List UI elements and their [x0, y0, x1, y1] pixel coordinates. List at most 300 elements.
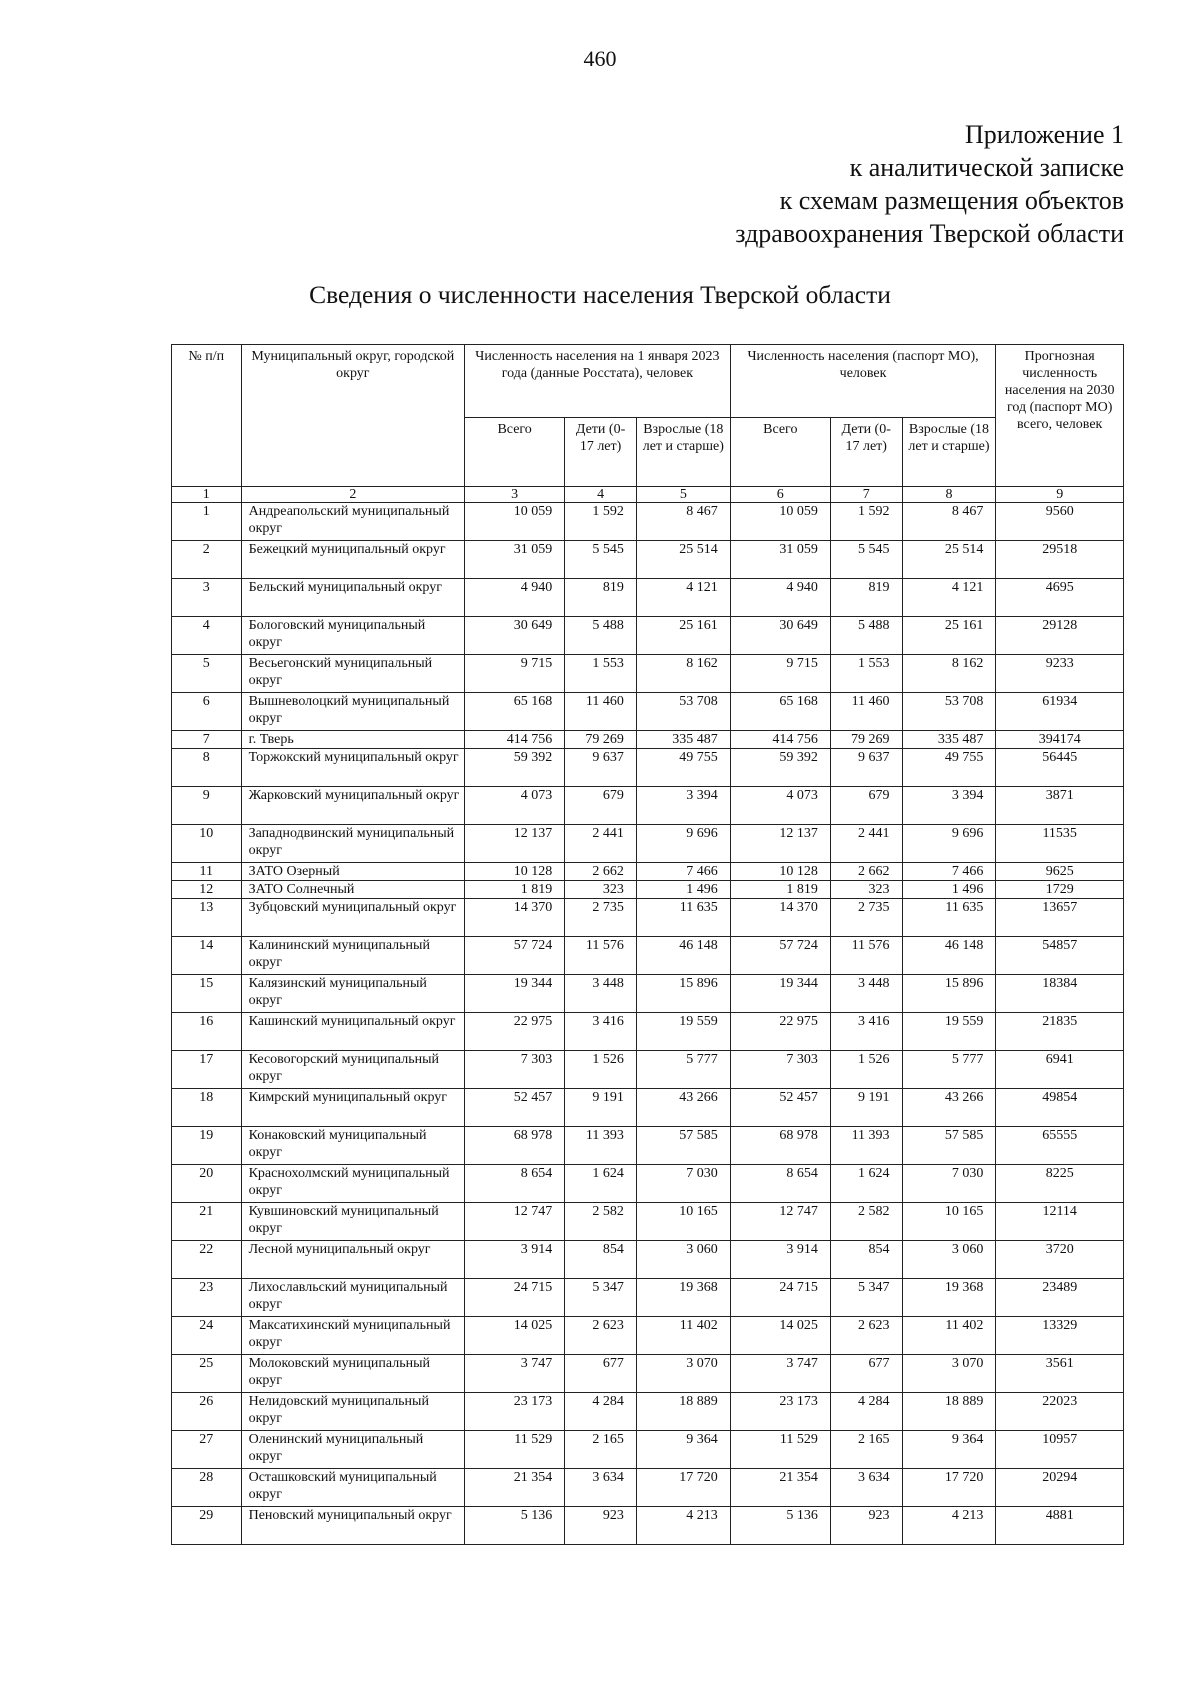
- forecast-2030: 3561: [996, 1355, 1124, 1393]
- rosstat-adults: 10 165: [636, 1203, 730, 1241]
- population-table: [171, 344, 1124, 1545]
- table-row: [172, 1355, 1124, 1393]
- rosstat-children: 2 662: [565, 863, 637, 881]
- forecast-2030: 1729: [996, 881, 1124, 899]
- passport-adults: 25 161: [902, 617, 996, 655]
- district-name: Калязинский муниципальный округ: [241, 975, 465, 1013]
- rosstat-total: 10 128: [465, 863, 565, 881]
- passport-adults: 15 896: [902, 975, 996, 1013]
- rosstat-children: 677: [565, 1355, 637, 1393]
- row-number: 13: [172, 899, 242, 937]
- passport-adults: 7 030: [902, 1165, 996, 1203]
- rosstat-total: 3 747: [465, 1355, 565, 1393]
- rosstat-adults: 3 394: [636, 787, 730, 825]
- passport-adults: 5 777: [902, 1051, 996, 1089]
- table-row: [172, 617, 1124, 655]
- passport-total: 30 649: [730, 617, 830, 655]
- table-body: [172, 345, 1124, 1545]
- rosstat-adults: 19 368: [636, 1279, 730, 1317]
- rosstat-total: 24 715: [465, 1279, 565, 1317]
- forecast-2030: 8225: [996, 1165, 1124, 1203]
- passport-children: 2 662: [830, 863, 902, 881]
- rosstat-adults: 11 635: [636, 899, 730, 937]
- rosstat-adults: 18 889: [636, 1393, 730, 1431]
- passport-total: 3 914: [730, 1241, 830, 1279]
- passport-adults: 17 720: [902, 1469, 996, 1507]
- rosstat-adults: 19 559: [636, 1013, 730, 1051]
- rosstat-children: 2 165: [565, 1431, 637, 1469]
- passport-adults: 11 402: [902, 1317, 996, 1355]
- passport-total: 12 137: [730, 825, 830, 863]
- forecast-2030: 6941: [996, 1051, 1124, 1089]
- forecast-2030: 9625: [996, 863, 1124, 881]
- rosstat-children: 1 526: [565, 1051, 637, 1089]
- column-number: 5: [636, 487, 730, 503]
- rosstat-total: 52 457: [465, 1089, 565, 1127]
- passport-children: 11 393: [830, 1127, 902, 1165]
- row-number: 23: [172, 1279, 242, 1317]
- rosstat-children: 5 488: [565, 617, 637, 655]
- passport-children: 4 284: [830, 1393, 902, 1431]
- passport-children: 1 592: [830, 503, 902, 541]
- passport-total: 22 975: [730, 1013, 830, 1051]
- header-total-passport: Всего: [730, 418, 830, 487]
- district-name: Бежецкий муниципальный округ: [241, 541, 465, 579]
- rosstat-children: 1 624: [565, 1165, 637, 1203]
- row-number: 5: [172, 655, 242, 693]
- forecast-2030: 29518: [996, 541, 1124, 579]
- row-number: 27: [172, 1431, 242, 1469]
- rosstat-total: 14 025: [465, 1317, 565, 1355]
- row-number: 21: [172, 1203, 242, 1241]
- passport-adults: 57 585: [902, 1127, 996, 1165]
- row-number: 2: [172, 541, 242, 579]
- passport-children: 79 269: [830, 731, 902, 749]
- column-number: 8: [902, 487, 996, 503]
- table-row: [172, 1241, 1124, 1279]
- district-name: Западнодвинский муниципальный округ: [241, 825, 465, 863]
- rosstat-total: 11 529: [465, 1431, 565, 1469]
- table-row: [172, 899, 1124, 937]
- district-name: Краснохолмский муниципальный округ: [241, 1165, 465, 1203]
- forecast-2030: 20294: [996, 1469, 1124, 1507]
- header-adults-rosstat: Взрослые (18 лет и старше): [636, 418, 730, 487]
- passport-total: 52 457: [730, 1089, 830, 1127]
- forecast-2030: 394174: [996, 731, 1124, 749]
- forecast-2030: 3871: [996, 787, 1124, 825]
- row-number: 28: [172, 1469, 242, 1507]
- passport-adults: 19 368: [902, 1279, 996, 1317]
- rosstat-total: 414 756: [465, 731, 565, 749]
- appendix-line: к схемам размещения объектов: [779, 186, 1124, 215]
- table-row: [172, 1507, 1124, 1545]
- passport-children: 923: [830, 1507, 902, 1545]
- table-row: [172, 655, 1124, 693]
- rosstat-children: 2 623: [565, 1317, 637, 1355]
- forecast-2030: 12114: [996, 1203, 1124, 1241]
- row-number: 29: [172, 1507, 242, 1545]
- row-number: 25: [172, 1355, 242, 1393]
- district-name: г. Тверь: [241, 731, 465, 749]
- column-number: 3: [465, 487, 565, 503]
- passport-children: 5 545: [830, 541, 902, 579]
- forecast-2030: 54857: [996, 937, 1124, 975]
- passport-children: 11 460: [830, 693, 902, 731]
- passport-adults: 19 559: [902, 1013, 996, 1051]
- passport-total: 57 724: [730, 937, 830, 975]
- rosstat-adults: 3 070: [636, 1355, 730, 1393]
- district-name: Бологовский муниципальный округ: [241, 617, 465, 655]
- passport-adults: 4 213: [902, 1507, 996, 1545]
- passport-children: 9 191: [830, 1089, 902, 1127]
- rosstat-children: 1 592: [565, 503, 637, 541]
- rosstat-adults: 7 466: [636, 863, 730, 881]
- column-number: 4: [565, 487, 637, 503]
- rosstat-total: 9 715: [465, 655, 565, 693]
- passport-children: 3 416: [830, 1013, 902, 1051]
- rosstat-children: 3 634: [565, 1469, 637, 1507]
- rosstat-children: 1 553: [565, 655, 637, 693]
- table-row: [172, 1469, 1124, 1507]
- column-number: 7: [830, 487, 902, 503]
- rosstat-total: 12 137: [465, 825, 565, 863]
- rosstat-children: 11 393: [565, 1127, 637, 1165]
- forecast-2030: 56445: [996, 749, 1124, 787]
- header-adults-passport: Взрослые (18 лет и старше): [902, 418, 996, 487]
- table-row: [172, 503, 1124, 541]
- document-title: Сведения о численности населения Тверской области: [309, 280, 891, 309]
- rosstat-children: 2 441: [565, 825, 637, 863]
- forecast-2030: 9560: [996, 503, 1124, 541]
- table-row: [172, 1393, 1124, 1431]
- rosstat-total: 65 168: [465, 693, 565, 731]
- forecast-2030: 10957: [996, 1431, 1124, 1469]
- passport-children: 2 441: [830, 825, 902, 863]
- rosstat-adults: 9 364: [636, 1431, 730, 1469]
- table-row: [172, 1431, 1124, 1469]
- rosstat-adults: 25 161: [636, 617, 730, 655]
- passport-children: 5 347: [830, 1279, 902, 1317]
- row-number: 11: [172, 863, 242, 881]
- passport-children: 9 637: [830, 749, 902, 787]
- table-row: [172, 881, 1124, 899]
- header-row: [172, 345, 1124, 418]
- passport-adults: 335 487: [902, 731, 996, 749]
- rosstat-children: 923: [565, 1507, 637, 1545]
- header-passport: Численность населения (паспорт МО), человек: [730, 345, 996, 418]
- district-name: Андреапольский муниципальный округ: [241, 503, 465, 541]
- forecast-2030: 61934: [996, 693, 1124, 731]
- table-row: [172, 541, 1124, 579]
- forecast-2030: 11535: [996, 825, 1124, 863]
- rosstat-total: 4 073: [465, 787, 565, 825]
- table-row: [172, 749, 1124, 787]
- passport-total: 12 747: [730, 1203, 830, 1241]
- table-row: [172, 1013, 1124, 1051]
- passport-total: 10 059: [730, 503, 830, 541]
- passport-children: 323: [830, 881, 902, 899]
- header-district: Муниципальный округ, городской округ: [241, 345, 465, 487]
- header-children-passport: Дети (0-17 лет): [830, 418, 902, 487]
- district-name: Бельский муниципальный округ: [241, 579, 465, 617]
- column-number: 1: [172, 487, 242, 503]
- rosstat-children: 11 460: [565, 693, 637, 731]
- rosstat-total: 23 173: [465, 1393, 565, 1431]
- district-name: Пеновский муниципальный округ: [241, 1507, 465, 1545]
- passport-total: 7 303: [730, 1051, 830, 1089]
- rosstat-children: 323: [565, 881, 637, 899]
- district-name: Лихославльский муниципальный округ: [241, 1279, 465, 1317]
- passport-adults: 1 496: [902, 881, 996, 899]
- rosstat-total: 31 059: [465, 541, 565, 579]
- header-number: № п/п: [172, 345, 242, 487]
- rosstat-adults: 53 708: [636, 693, 730, 731]
- rosstat-adults: 46 148: [636, 937, 730, 975]
- passport-adults: 3 070: [902, 1355, 996, 1393]
- district-name: ЗАТО Солнечный: [241, 881, 465, 899]
- column-number: 2: [241, 487, 465, 503]
- table-row: [172, 1165, 1124, 1203]
- forecast-2030: 4881: [996, 1507, 1124, 1545]
- rosstat-children: 9 637: [565, 749, 637, 787]
- district-name: Жарковский муниципальный округ: [241, 787, 465, 825]
- forecast-2030: 9233: [996, 655, 1124, 693]
- table-row: [172, 1203, 1124, 1241]
- rosstat-adults: 335 487: [636, 731, 730, 749]
- passport-total: 65 168: [730, 693, 830, 731]
- district-name: Кувшиновский муниципальный округ: [241, 1203, 465, 1241]
- passport-adults: 46 148: [902, 937, 996, 975]
- row-number: 1: [172, 503, 242, 541]
- district-name: Осташковский муниципальный округ: [241, 1469, 465, 1507]
- rosstat-adults: 17 720: [636, 1469, 730, 1507]
- row-number: 26: [172, 1393, 242, 1431]
- table-row: [172, 1317, 1124, 1355]
- passport-adults: 25 514: [902, 541, 996, 579]
- rosstat-adults: 57 585: [636, 1127, 730, 1165]
- forecast-2030: 3720: [996, 1241, 1124, 1279]
- row-number: 14: [172, 937, 242, 975]
- passport-adults: 3 060: [902, 1241, 996, 1279]
- forecast-2030: 49854: [996, 1089, 1124, 1127]
- table-row: [172, 975, 1124, 1013]
- row-number: 22: [172, 1241, 242, 1279]
- forecast-2030: 18384: [996, 975, 1124, 1013]
- rosstat-adults: 4 121: [636, 579, 730, 617]
- rosstat-children: 819: [565, 579, 637, 617]
- row-number: 24: [172, 1317, 242, 1355]
- passport-total: 10 128: [730, 863, 830, 881]
- forecast-2030: 13657: [996, 899, 1124, 937]
- appendix-heading: [735, 118, 1124, 250]
- passport-children: 2 582: [830, 1203, 902, 1241]
- rosstat-children: 3 416: [565, 1013, 637, 1051]
- district-name: Конаковский муниципальный округ: [241, 1127, 465, 1165]
- header-children-rosstat: Дети (0-17 лет): [565, 418, 637, 487]
- table-row: [172, 1089, 1124, 1127]
- district-name: Калининский муниципальный округ: [241, 937, 465, 975]
- appendix-line: Приложение 1: [964, 120, 1124, 149]
- district-name: Нелидовский муниципальный округ: [241, 1393, 465, 1431]
- passport-total: 24 715: [730, 1279, 830, 1317]
- passport-adults: 10 165: [902, 1203, 996, 1241]
- passport-children: 1 624: [830, 1165, 902, 1203]
- passport-total: 59 392: [730, 749, 830, 787]
- row-number: 10: [172, 825, 242, 863]
- passport-adults: 11 635: [902, 899, 996, 937]
- rosstat-adults: 43 266: [636, 1089, 730, 1127]
- rosstat-children: 5 347: [565, 1279, 637, 1317]
- rosstat-children: 854: [565, 1241, 637, 1279]
- row-number: 20: [172, 1165, 242, 1203]
- rosstat-adults: 9 696: [636, 825, 730, 863]
- passport-total: 19 344: [730, 975, 830, 1013]
- rosstat-children: 11 576: [565, 937, 637, 975]
- rosstat-children: 3 448: [565, 975, 637, 1013]
- rosstat-total: 4 940: [465, 579, 565, 617]
- passport-adults: 7 466: [902, 863, 996, 881]
- passport-total: 9 715: [730, 655, 830, 693]
- passport-children: 2 735: [830, 899, 902, 937]
- rosstat-total: 12 747: [465, 1203, 565, 1241]
- table-row: [172, 693, 1124, 731]
- rosstat-children: 9 191: [565, 1089, 637, 1127]
- header-forecast: Прогнозная численность населения на 2030 год (паспорт МО) всего, человек: [996, 345, 1124, 487]
- passport-children: 1 526: [830, 1051, 902, 1089]
- passport-total: 68 978: [730, 1127, 830, 1165]
- rosstat-total: 10 059: [465, 503, 565, 541]
- rosstat-children: 2 735: [565, 899, 637, 937]
- rosstat-adults: 8 467: [636, 503, 730, 541]
- row-number: 18: [172, 1089, 242, 1127]
- passport-adults: 43 266: [902, 1089, 996, 1127]
- district-name: Кашинский муниципальный округ: [241, 1013, 465, 1051]
- passport-children: 3 448: [830, 975, 902, 1013]
- header-total-rosstat: Всего: [465, 418, 565, 487]
- row-number: 19: [172, 1127, 242, 1165]
- rosstat-total: 30 649: [465, 617, 565, 655]
- rosstat-total: 59 392: [465, 749, 565, 787]
- row-number: 9: [172, 787, 242, 825]
- column-number: 9: [996, 487, 1124, 503]
- district-name: Максатихинский муниципальный округ: [241, 1317, 465, 1355]
- district-name: ЗАТО Озерный: [241, 863, 465, 881]
- passport-total: 8 654: [730, 1165, 830, 1203]
- table-row: [172, 937, 1124, 975]
- forecast-2030: 13329: [996, 1317, 1124, 1355]
- passport-total: 23 173: [730, 1393, 830, 1431]
- table-row: [172, 825, 1124, 863]
- passport-children: 2 623: [830, 1317, 902, 1355]
- passport-children: 2 165: [830, 1431, 902, 1469]
- forecast-2030: 29128: [996, 617, 1124, 655]
- passport-total: 4 073: [730, 787, 830, 825]
- rosstat-total: 57 724: [465, 937, 565, 975]
- passport-adults: 18 889: [902, 1393, 996, 1431]
- table-row: [172, 1051, 1124, 1089]
- rosstat-total: 14 370: [465, 899, 565, 937]
- header-rosstat: Численность населения на 1 января 2023 года (данные Росстата), человек: [465, 345, 731, 418]
- rosstat-adults: 1 496: [636, 881, 730, 899]
- district-name: Молоковский муниципальный округ: [241, 1355, 465, 1393]
- passport-adults: 8 467: [902, 503, 996, 541]
- rosstat-total: 3 914: [465, 1241, 565, 1279]
- passport-children: 11 576: [830, 937, 902, 975]
- passport-total: 4 940: [730, 579, 830, 617]
- passport-children: 854: [830, 1241, 902, 1279]
- district-name: Весьегонский муниципальный округ: [241, 655, 465, 693]
- row-number: 17: [172, 1051, 242, 1089]
- rosstat-adults: 5 777: [636, 1051, 730, 1089]
- row-number: 7: [172, 731, 242, 749]
- passport-total: 31 059: [730, 541, 830, 579]
- passport-adults: 49 755: [902, 749, 996, 787]
- forecast-2030: 21835: [996, 1013, 1124, 1051]
- passport-adults: 4 121: [902, 579, 996, 617]
- table-row: [172, 579, 1124, 617]
- row-number: 15: [172, 975, 242, 1013]
- table-row: [172, 1279, 1124, 1317]
- rosstat-adults: 7 030: [636, 1165, 730, 1203]
- passport-total: 11 529: [730, 1431, 830, 1469]
- district-name: Лесной муниципальный округ: [241, 1241, 465, 1279]
- passport-total: 14 370: [730, 899, 830, 937]
- passport-children: 3 634: [830, 1469, 902, 1507]
- forecast-2030: 65555: [996, 1127, 1124, 1165]
- rosstat-children: 5 545: [565, 541, 637, 579]
- table-row: [172, 787, 1124, 825]
- passport-adults: 9 364: [902, 1431, 996, 1469]
- rosstat-adults: 8 162: [636, 655, 730, 693]
- district-name: Зубцовский муниципальный округ: [241, 899, 465, 937]
- column-number-row: [172, 487, 1124, 503]
- rosstat-adults: 3 060: [636, 1241, 730, 1279]
- passport-children: 679: [830, 787, 902, 825]
- rosstat-children: 79 269: [565, 731, 637, 749]
- district-name: Оленинский муниципальный округ: [241, 1431, 465, 1469]
- row-number: 8: [172, 749, 242, 787]
- passport-total: 1 819: [730, 881, 830, 899]
- passport-total: 21 354: [730, 1469, 830, 1507]
- rosstat-total: 5 136: [465, 1507, 565, 1545]
- passport-children: 1 553: [830, 655, 902, 693]
- passport-adults: 8 162: [902, 655, 996, 693]
- row-number: 6: [172, 693, 242, 731]
- rosstat-adults: 4 213: [636, 1507, 730, 1545]
- district-name: Кимрский муниципальный округ: [241, 1089, 465, 1127]
- passport-total: 3 747: [730, 1355, 830, 1393]
- table-row: [172, 731, 1124, 749]
- row-number: 16: [172, 1013, 242, 1051]
- passport-adults: 53 708: [902, 693, 996, 731]
- passport-children: 677: [830, 1355, 902, 1393]
- forecast-2030: 22023: [996, 1393, 1124, 1431]
- passport-children: 819: [830, 579, 902, 617]
- rosstat-adults: 11 402: [636, 1317, 730, 1355]
- rosstat-total: 68 978: [465, 1127, 565, 1165]
- passport-total: 14 025: [730, 1317, 830, 1355]
- row-number: 4: [172, 617, 242, 655]
- forecast-2030: 23489: [996, 1279, 1124, 1317]
- passport-total: 414 756: [730, 731, 830, 749]
- page-number: 460: [583, 46, 617, 71]
- passport-adults: 3 394: [902, 787, 996, 825]
- rosstat-total: 8 654: [465, 1165, 565, 1203]
- rosstat-total: 21 354: [465, 1469, 565, 1507]
- rosstat-children: 2 582: [565, 1203, 637, 1241]
- passport-adults: 9 696: [902, 825, 996, 863]
- appendix-line: к аналитической записке: [849, 153, 1124, 182]
